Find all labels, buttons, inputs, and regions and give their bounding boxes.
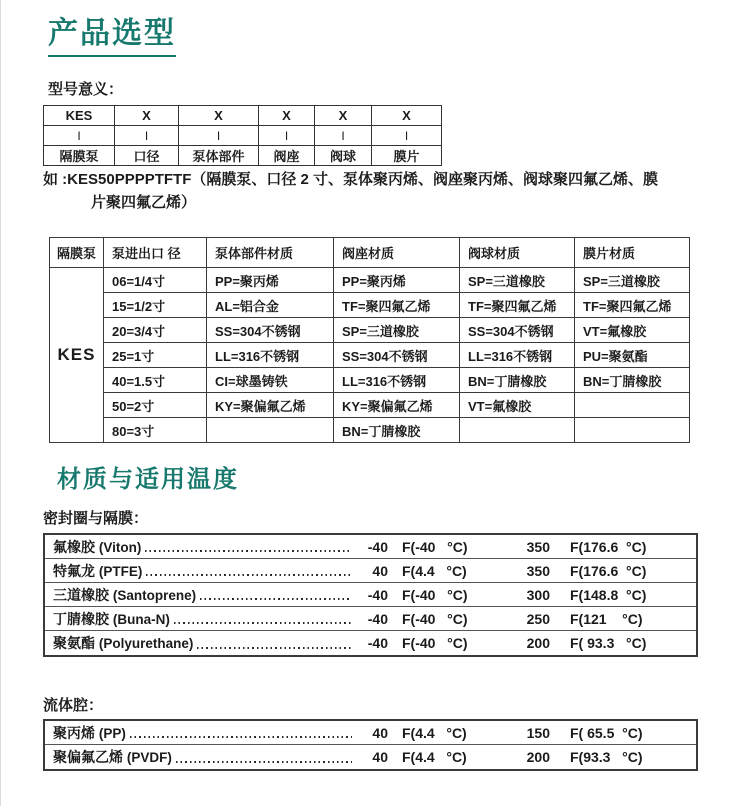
temp-max-f: 200 xyxy=(526,635,550,651)
model-cell: I xyxy=(259,126,315,146)
selection-cell: SP=三道橡胶 xyxy=(575,268,690,293)
selection-cell: SS=304不锈钢 xyxy=(207,318,334,343)
selection-cell: SS=304不锈钢 xyxy=(334,343,460,368)
selection-header-cell: 膜片材质 xyxy=(575,238,690,268)
model-cell: I xyxy=(315,126,372,146)
selection-cell: PU=聚氨酯 xyxy=(575,343,690,368)
model-row xyxy=(44,146,442,166)
selection-cell: AL=铝合金 xyxy=(207,293,334,318)
model-cell: 隔膜泵 xyxy=(44,146,115,166)
selection-row xyxy=(50,418,690,443)
selection-row xyxy=(50,318,690,343)
material-name-en: (PP) xyxy=(98,725,126,741)
temp-row xyxy=(45,607,696,631)
model-cell: I xyxy=(372,126,442,146)
dot-leader xyxy=(197,647,352,649)
selection-cell: CI=球墨铸铁 xyxy=(207,368,334,393)
selection-cell: 06=1/4寸 xyxy=(104,268,207,293)
temp-min-f: -40 xyxy=(367,538,388,555)
selection-cell: LL=316不锈钢 xyxy=(207,343,334,368)
selection-cell: 20=3/4寸 xyxy=(104,318,207,343)
temp-min-c: F(-40 °C) xyxy=(402,610,468,627)
selection-cell: PP=聚丙烯 xyxy=(334,268,460,293)
model-cell: 泵体部件 xyxy=(179,146,259,166)
temp-max-c: F(176.6 °C) xyxy=(570,538,647,555)
temp-max-c: F( 65.5 °C) xyxy=(570,724,643,741)
selection-header-cell: 泵进出口 径 xyxy=(104,238,207,268)
temp-row xyxy=(45,721,696,745)
model-example-line2: 片聚四氟乙烯） xyxy=(91,194,197,211)
temp-min-c: F(-40 °C) xyxy=(402,635,468,651)
dot-leader xyxy=(176,761,352,763)
selection-cell: TF=聚四氟乙烯 xyxy=(334,293,460,318)
temp-row xyxy=(45,535,696,559)
selection-cell: TF=聚四氟乙烯 xyxy=(575,293,690,318)
material-name xyxy=(53,723,126,743)
selection-row xyxy=(50,393,690,418)
temp-max-f: 150 xyxy=(526,724,550,741)
model-cell: 膜片 xyxy=(372,146,442,166)
dot-leader xyxy=(174,622,352,624)
material-name-zh: 特氟龙 xyxy=(53,562,95,579)
temp-min-c: F(-40 °C) xyxy=(402,586,468,603)
material-name-zh: 聚氨酯 xyxy=(53,635,95,651)
selection-cell: VT=氟橡胶 xyxy=(460,393,575,418)
selection-cell: TF=聚四氟乙烯 xyxy=(460,293,575,318)
material-name-en: (PTFE) xyxy=(98,563,143,579)
fluid-section-label: 流体腔： xyxy=(43,697,104,714)
selection-cell xyxy=(207,418,334,443)
temp-max-c: F(121 °C) xyxy=(570,610,643,627)
material-name-en: (Polyurethane) xyxy=(98,636,194,651)
page-title: 产品选型 xyxy=(48,8,176,57)
selection-cell: BN=丁腈橡胶 xyxy=(334,418,460,443)
temp-max-f: 250 xyxy=(526,610,550,627)
dot-leader xyxy=(146,574,352,576)
seal-section-label: 密封圈与隔膜： xyxy=(43,510,149,527)
temp-min-f: -40 xyxy=(367,610,388,627)
selection-cell: 15=1/2寸 xyxy=(104,293,207,318)
temp-min-f: -40 xyxy=(367,586,388,603)
model-example xyxy=(43,168,658,214)
material-name-zh: 丁腈橡胶 xyxy=(53,610,109,627)
material-name xyxy=(53,633,193,653)
selection-row xyxy=(50,293,690,318)
material-name-en: (Buna-N) xyxy=(112,611,170,627)
selection-cell: 50=2寸 xyxy=(104,393,207,418)
selection-cell: 80=3寸 xyxy=(104,418,207,443)
model-cell: I xyxy=(44,126,115,146)
selection-cell xyxy=(575,418,690,443)
model-cell: X xyxy=(372,106,442,126)
temp-max-f: 350 xyxy=(526,538,550,555)
selection-cell: 40=1.5寸 xyxy=(104,368,207,393)
selection-row xyxy=(50,368,690,393)
model-cell: X xyxy=(315,106,372,126)
selection-cell: 25=1寸 xyxy=(104,343,207,368)
selection-header-cell: 隔膜泵 xyxy=(50,238,104,268)
fluid-temperature-table xyxy=(43,719,698,771)
temp-max-c: F(93.3 °C) xyxy=(570,749,643,765)
material-name-zh: 三道橡胶 xyxy=(53,586,109,603)
dot-leader xyxy=(200,598,352,600)
temp-max-f: 350 xyxy=(526,562,550,579)
selection-row xyxy=(50,343,690,368)
temp-min-c: F(4.4 °C) xyxy=(402,724,467,741)
model-example-line1: 如 :KES50PPPPTFTF（隔膜泵、口径 2 寸、泵体聚丙烯、阀座聚丙烯、阀球聚四氟乙烯、膜 xyxy=(43,171,659,188)
selection-cell: KY=聚偏氟乙烯 xyxy=(334,393,460,418)
model-cell: I xyxy=(115,126,179,146)
selection-cell: SP=三道橡胶 xyxy=(460,268,575,293)
material-name xyxy=(53,561,142,581)
temp-row xyxy=(45,745,696,769)
pump-model-cell: KES xyxy=(50,268,104,443)
material-name-en: (PVDF) xyxy=(126,750,172,765)
selection-cell xyxy=(575,393,690,418)
material-name xyxy=(53,609,170,629)
selection-cell: BN=丁腈橡胶 xyxy=(575,368,690,393)
model-cell: X xyxy=(115,106,179,126)
temp-max-f: 300 xyxy=(526,586,550,603)
material-name-en: (Viton) xyxy=(98,539,142,555)
selection-row xyxy=(50,268,690,293)
temp-row xyxy=(45,559,696,583)
model-meaning-label: 型号意义： xyxy=(48,81,124,98)
temp-min-c: F(4.4 °C) xyxy=(402,562,467,579)
selection-cell: VT=氟橡胶 xyxy=(575,318,690,343)
dot-leader xyxy=(130,736,352,738)
temp-max-c: F( 93.3 °C) xyxy=(570,635,647,651)
temp-row xyxy=(45,583,696,607)
temp-min-f: -40 xyxy=(367,635,388,651)
seal-temperature-table xyxy=(43,533,698,657)
selection-cell: LL=316不锈钢 xyxy=(334,368,460,393)
model-cell: 阀座 xyxy=(259,146,315,166)
model-row xyxy=(44,106,442,126)
selection-header-cell: 阀球材质 xyxy=(460,238,575,268)
selection-cell: LL=316不锈钢 xyxy=(460,343,575,368)
temp-max-f: 200 xyxy=(526,749,550,765)
temp-min-c: F(4.4 °C) xyxy=(402,749,467,765)
material-name xyxy=(53,747,172,767)
temp-max-c: F(176.6 °C) xyxy=(570,562,647,579)
temp-row xyxy=(45,631,696,655)
selection-cell: SS=304不锈钢 xyxy=(460,318,575,343)
model-cell: X xyxy=(259,106,315,126)
selection-header-cell: 泵体部件材质 xyxy=(207,238,334,268)
temp-max-c: F(148.8 °C) xyxy=(570,586,647,603)
dot-leader xyxy=(145,550,352,552)
selection-cell: KY=聚偏氟乙烯 xyxy=(207,393,334,418)
materials-title: 材质与适用温度 xyxy=(57,466,239,493)
material-name-zh: 聚偏氟乙烯 xyxy=(53,749,123,765)
model-cell: X xyxy=(179,106,259,126)
selection-header-cell: 阀座材质 xyxy=(334,238,460,268)
model-cell: 阀球 xyxy=(315,146,372,166)
selection-cell: SP=三道橡胶 xyxy=(334,318,460,343)
model-cell: KES xyxy=(44,106,115,126)
temp-min-f: 40 xyxy=(372,562,388,579)
selection-cell: BN=丁腈橡胶 xyxy=(460,368,575,393)
material-name-zh: 氟橡胶 xyxy=(53,538,95,555)
material-name xyxy=(53,537,141,557)
model-cell: I xyxy=(179,126,259,146)
material-name-en: (Santoprene) xyxy=(112,587,197,603)
temp-min-f: 40 xyxy=(372,749,388,765)
model-code-table xyxy=(43,105,442,166)
temp-min-f: 40 xyxy=(372,724,388,741)
model-row xyxy=(44,126,442,146)
selection-cell: PP=聚丙烯 xyxy=(207,268,334,293)
model-cell: 口径 xyxy=(115,146,179,166)
material-name-zh: 聚丙烯 xyxy=(53,724,95,741)
selection-table xyxy=(49,237,690,443)
selection-cell xyxy=(460,418,575,443)
temp-min-c: F(-40 °C) xyxy=(402,538,468,555)
material-name xyxy=(53,585,196,605)
